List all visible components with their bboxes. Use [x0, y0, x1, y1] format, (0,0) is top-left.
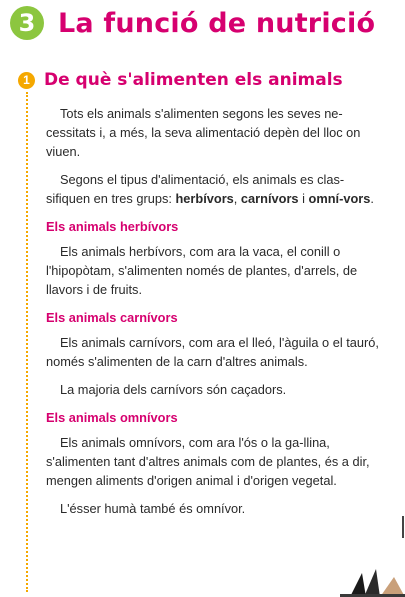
period: .	[370, 191, 374, 206]
page-edge-mark	[402, 516, 404, 538]
section-header	[18, 70, 343, 90]
chapter-title: La funció de nutrició	[58, 7, 376, 39]
herbivors-paragraph: Els animals herbívors, com ara la vaca, el conill o l'hipopòtam, s'alimenten només de plantes, d'arrels, de llavors i de fruits.	[46, 244, 358, 297]
chapter-header	[10, 4, 375, 42]
carnivors-hunters-paragraph: La majoria dels carnívors són caçadors.	[60, 382, 287, 397]
separator: i	[298, 191, 309, 206]
term-herbivors: herbívors	[175, 191, 234, 206]
chapter-number-badge: 3	[10, 6, 44, 40]
herbivors-heading: Els animals herbívors	[46, 219, 179, 234]
leaf-shape	[350, 573, 366, 597]
classification-paragraph	[46, 170, 382, 208]
carnivors-heading: Els animals carnívors	[46, 310, 178, 325]
omnivors-paragraph: Els animals omnívors, com ara l'ós o la ga-llina, s'alimenten tant d'altres animals com de plantes, és a dir, mengen aliments d'origen animal i d'origen vegetal.	[46, 435, 370, 488]
separator: ,	[233, 191, 241, 206]
carnivors-paragraph: Els animals carnívors, com ara el lleó, l'àguila o el tauró, només s'alimenten de la carn d'altres animals.	[46, 335, 379, 369]
leaf-shape	[364, 569, 380, 597]
omnivors-heading: Els animals omnívors	[46, 410, 178, 425]
human-omnivor-paragraph: L'ésser humà també és omnívor.	[60, 501, 246, 516]
term-omnivors: omní-vors	[308, 191, 371, 206]
section-number-badge: 1	[18, 72, 35, 89]
section-title: De què s'alimenten els animals	[44, 70, 343, 90]
intro-paragraph: Tots els animals s'alimenten segons les seves ne-cessitats i, a més, la seva alimentació depèn del lloc on viuen.	[46, 106, 361, 159]
dotted-margin-line	[26, 92, 28, 592]
classification-text: Segons el tipus d'alimentació, els animals es clas-sifiquen en tres grups:	[46, 172, 345, 206]
content-body	[46, 104, 382, 526]
corner-illustration	[340, 567, 405, 597]
term-carnivors: carnívors	[240, 191, 299, 206]
